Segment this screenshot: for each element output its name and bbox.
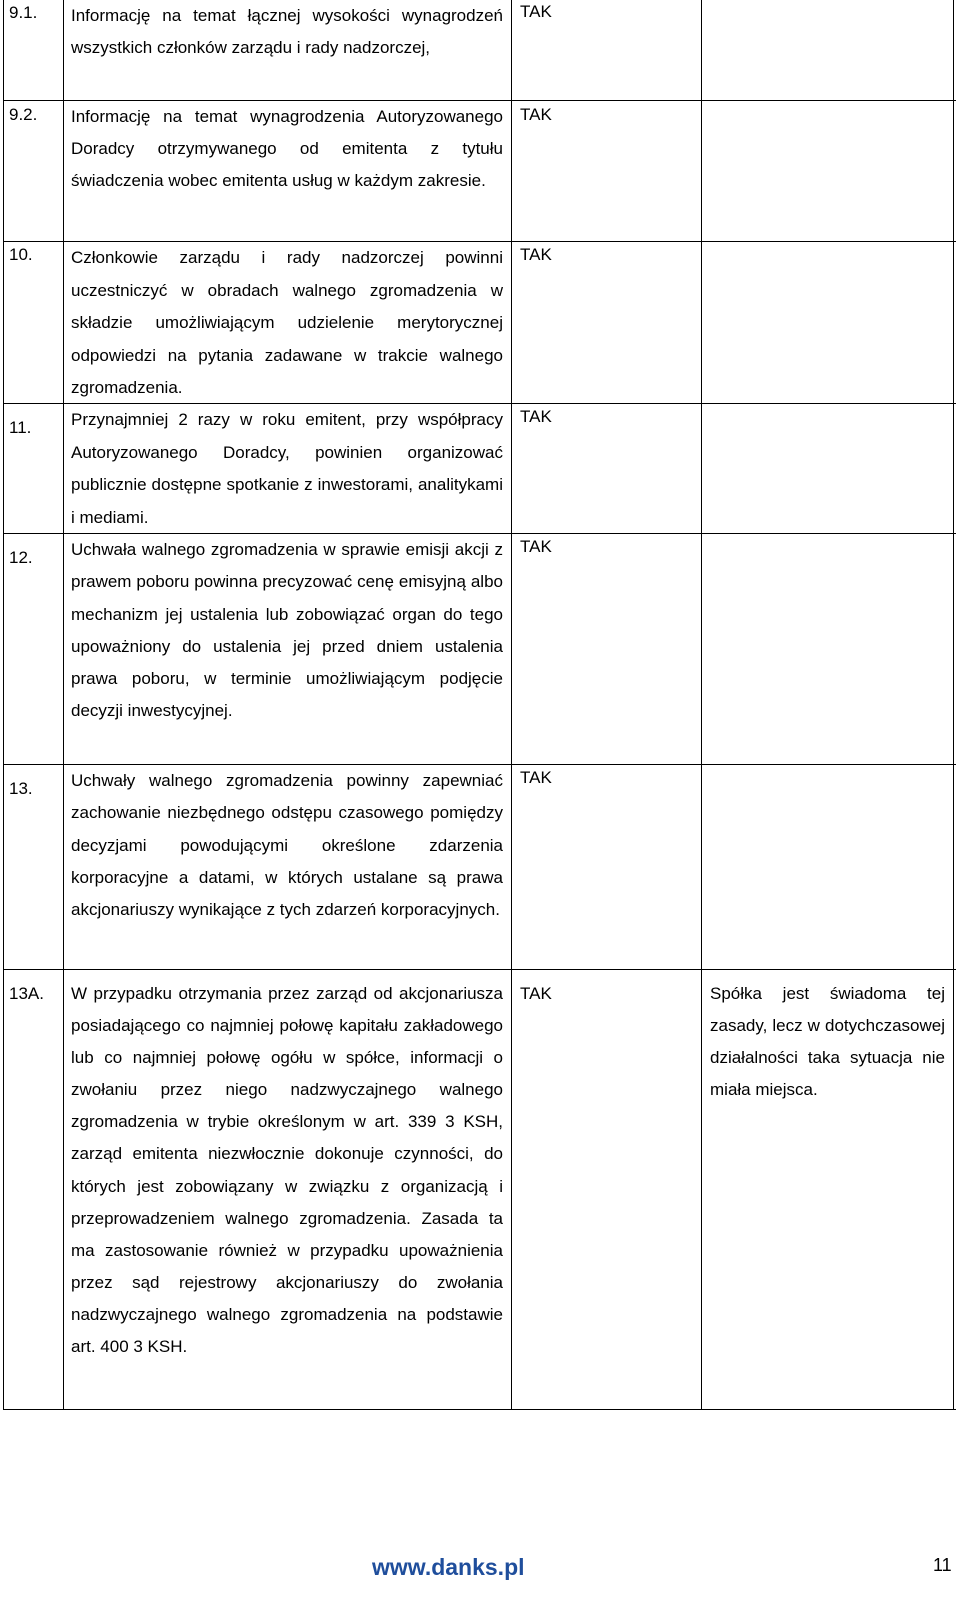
table-row (4, 0, 956, 101)
corporate-governance-table (3, 0, 956, 1410)
row-description: Informację na temat wynagrodzenia Autoryzowanego Doradcy otrzymywanego od emitenta z tytułu świadczenia wobec emitenta usług w każdym zakresie. (64, 101, 512, 241)
row-answer: TAK (512, 404, 702, 533)
row-answer: TAK (512, 0, 702, 100)
row-number: 9.2. (4, 101, 64, 241)
row-comment (702, 242, 954, 403)
row-number: 12. (4, 534, 64, 764)
row-number: 10. (4, 242, 64, 403)
row-number: 9.1. (4, 0, 64, 100)
footer-website-link[interactable]: www.danks.pl (372, 1554, 525, 1580)
row-comment (702, 0, 954, 100)
row-number: 11. (4, 404, 64, 533)
table-row (4, 970, 956, 1410)
row-description: Uchwała walnego zgromadzenia w sprawie emisji akcji z prawem poboru powinna precyzować cenę emisyjną albo mechanizm jej ustalenia lub zobowiązać organ do tego upoważniony do ustalenia jej przed dniem ustalenia prawa poboru, w terminie umożliwiającym podjęcie decyzji inwestycyjnej. (64, 534, 512, 764)
table-row (4, 765, 956, 970)
row-answer: TAK (512, 534, 702, 764)
row-answer: TAK (512, 765, 702, 969)
row-comment (702, 404, 954, 533)
row-comment (702, 101, 954, 241)
row-description: Informację na temat łącznej wysokości wynagrodzeń wszystkich członków zarządu i rady nadzorczej, (64, 0, 512, 100)
row-description: Przynajmniej 2 razy w roku emitent, przy współpracy Autoryzowanego Doradcy, powinien organizować publicznie dostępne spotkanie z inwestorami, analitykami i mediami. (64, 404, 512, 533)
table-row (4, 404, 956, 534)
table-row (4, 101, 956, 242)
row-comment: Spółka jest świadoma tej zasady, lecz w dotychczasowej działalności taka sytuacja nie miała miejsca. (702, 970, 954, 1409)
table-row (4, 534, 956, 765)
row-number: 13A. (4, 970, 64, 1409)
row-answer: TAK (512, 101, 702, 241)
table-row (4, 242, 956, 404)
row-comment (702, 534, 954, 764)
row-comment (702, 765, 954, 969)
page-number: 11 (933, 1555, 952, 1575)
row-description: Uchwały walnego zgromadzenia powinny zapewniać zachowanie niezbędnego odstępu czasowego pomiędzy decyzjami powodującymi określone zdarzenia korporacyjne a datami, w których ustalane są prawa akcjonariuszy wynikające z tych zdarzeń korporacyjnych. (64, 765, 512, 969)
row-number: 13. (4, 765, 64, 969)
row-description: Członkowie zarządu i rady nadzorczej powinni uczestniczyć w obradach walnego zgromadzenia w składzie umożliwiającym udzielenie merytorycznej odpowiedzi na pytania zadawane w trakcie walnego zgromadzenia. (64, 242, 512, 403)
row-description: W przypadku otrzymania przez zarząd od akcjonariusza posiadającego co najmniej połowę kapitału zakładowego lub co najmniej połowę ogółu w spółce, informacji o zwołaniu przez niego nadzwyczajnego walnego zgromadzenia w trybie określonym w art. 339 3 KSH, zarząd emitenta niezwłocznie dokonuje czynności, do których jest zobowiązany w związku z organizacją i przeprowadzeniem walnego zgromadzenia. Zasada ta ma zastosowanie również w przypadku upoważnienia przez sąd rejestrowy akcjonariuszy do zwołania nadzwyczajnego walnego zgromadzenia na podstawie art. 400 3 KSH. (64, 970, 512, 1409)
row-answer: TAK (512, 242, 702, 403)
row-answer: TAK (512, 970, 702, 1409)
